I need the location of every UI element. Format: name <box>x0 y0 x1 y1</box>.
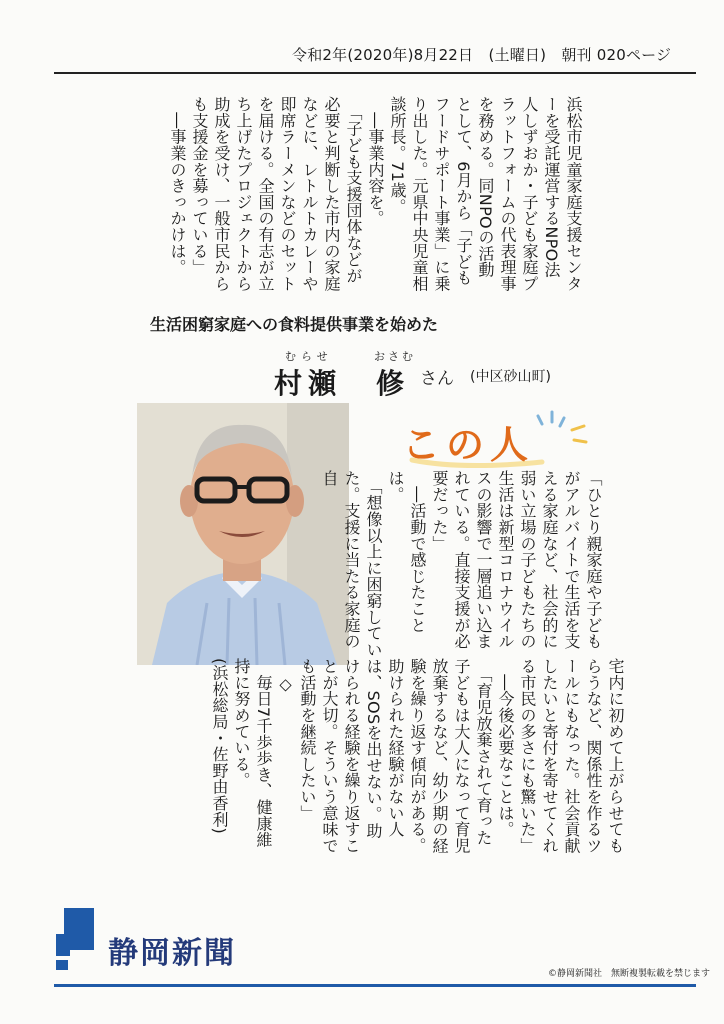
portrait-photo <box>137 403 349 665</box>
honorific: さん <box>420 369 454 389</box>
sparkle-icon <box>402 410 602 472</box>
person-location: (中区砂山町) <box>470 369 551 385</box>
dateline: 令和2年(2020年)8月22日 (土曜日) 朝刊 020ページ <box>292 46 672 64</box>
feature-label: この人 <box>402 422 535 467</box>
portrait-illustration <box>137 403 349 665</box>
footer-rule <box>54 984 696 987</box>
header-rule <box>54 72 696 74</box>
feature-label-graphic <box>402 410 602 472</box>
article-column-bottom-left: 「ひとり親家庭や子どもがアルバイトで生活を支える家庭など、社会的に弱い立場の子どもたちの生活は新型コロナウイルスの影響で一層追い込まれている。直接支援が必要だった」 ―活動で感じたことは。 「想像以上に困窮していた。支援に当たる家庭の自 <box>320 470 603 658</box>
name-ruby-surname: むらせ <box>285 350 333 363</box>
newspaper-name: 静岡新聞 <box>108 936 236 971</box>
article-headline: 生活困窮家庭への食料提供事業を始めた <box>150 315 439 334</box>
shizuoka-shimbun-logo-icon <box>56 906 108 970</box>
article-column-top: 浜松市児童家庭支援センターを受託運営するNPO法人しずおか・子ども家庭プラットフォームの代表理事を務める。同NPOの活動として、6月から「子どもフードサポート事業」に乗り出した。元県中央児童相談所長。71歳。 ―事業内容を。 「子ども支援団体などが必要と判断した市内の家庭などに、レトルトカレーや即席ラーメンなどのセットを届ける。全国の有志が立ち上げたプロジェクトから助成を受け、一般市民からも支援金を募っている」 ―事業のきっかけは。 <box>168 96 583 292</box>
copyright-notice: ©静岡新聞社 無断複製転載を禁じます <box>548 969 711 979</box>
person-name: 村瀬 修 <box>274 367 411 400</box>
name-ruby-given: おさむ <box>374 350 416 363</box>
article-column-bottom-right: 宅内に初めて上がらせてもらうなど、関係性を作るツールにもなった。社会貢献したいと寄付を寄せてくれる市民の多さにも驚いた」 ―今後必要なことは。 「育児放棄されて育った子どもは大人になって育児放棄するなど、幼少期の経験を繰り返す傾向がある。助けられた経験がない人は、SOSを出せない。助けられる経験を繰り返すことが大切。そういう意味でも活動を継続したい」 ◇ 毎日7千歩歩き、健康維持に努めている。 (浜松総局・佐野由香利) <box>210 658 625 854</box>
